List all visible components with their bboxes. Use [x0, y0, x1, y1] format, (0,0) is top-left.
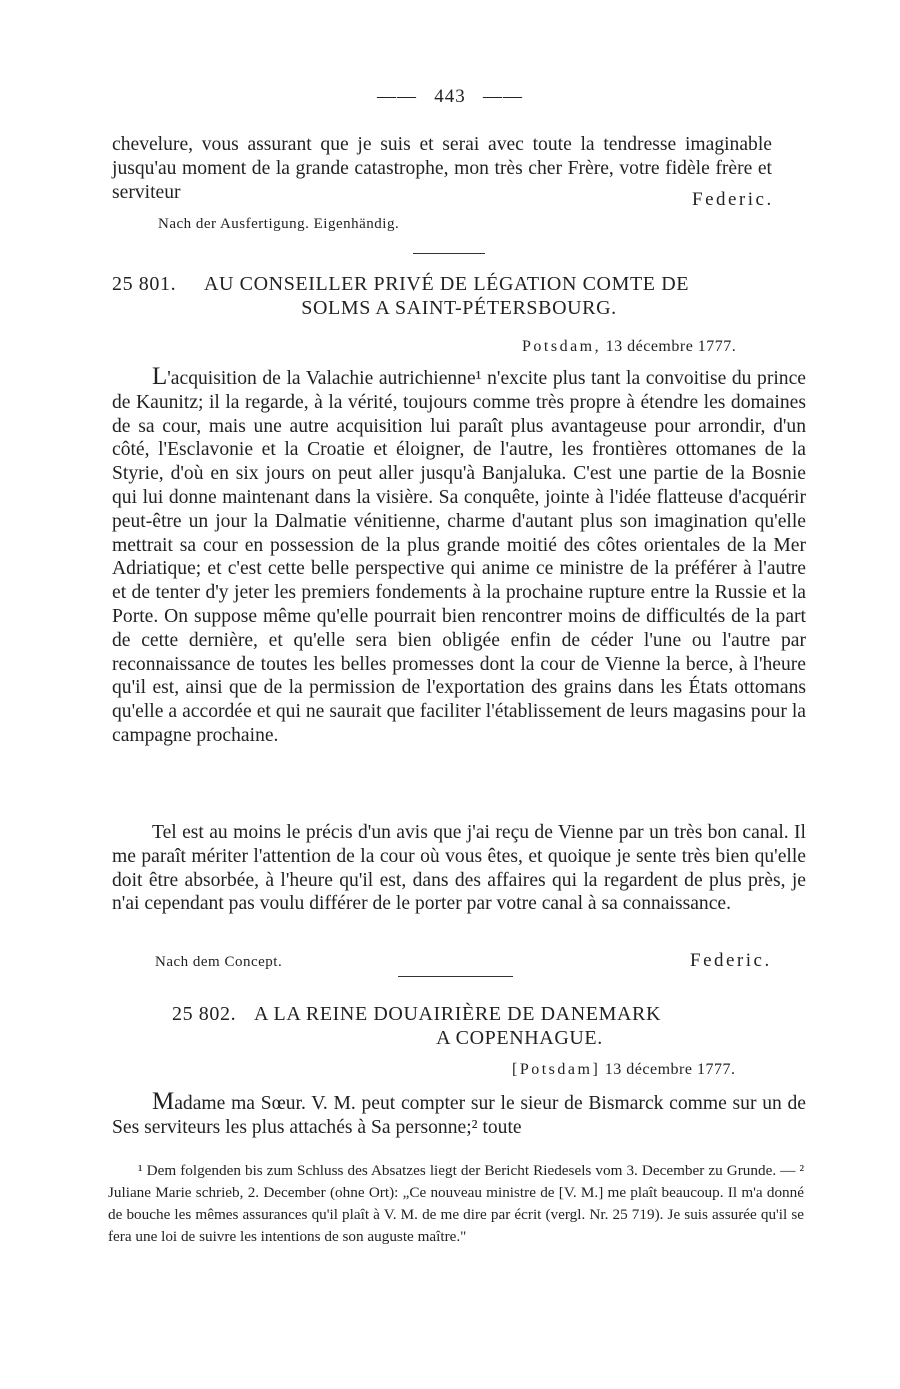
- section-divider: [413, 253, 485, 254]
- letter-title-line-1: AU CONSEILLER PRIVÉ DE LÉGATION COMTE DE: [204, 273, 690, 295]
- letter-25802-paragraph-1: [112, 1090, 806, 1140]
- letter-title-line-2: A COPENHAGUE.: [436, 1027, 603, 1049]
- date: 13 décembre 1777.: [605, 338, 737, 355]
- letter-title-line-2: SOLMS A SAINT-PÉTERSBOURG.: [301, 297, 617, 319]
- place: Potsdam,: [522, 338, 602, 355]
- place: [Potsdam]: [512, 1061, 601, 1078]
- letter-25801-signature: Federic.: [690, 950, 772, 971]
- footnotes: ¹ Dem folgenden bis zum Schluss des Absatzes liegt der Bericht Riedesels vom 3. December zu Grunde. — ² Juliane Marie schrieb, 2. December (ohne Ort): „Ce nouveau ministre de [V. M.] me plaît beaucoup. Il m'a donné de bouche les mêmes assurances qu'il plaît à V. M. de me dire par écrit (vergl. Nr. 25 719). Je suis assurée qu'il se fera une loi de suivre les intentions de son auguste maître.": [108, 1162, 804, 1245]
- section-divider: [398, 976, 513, 977]
- letter-number: 25 802.: [172, 1003, 237, 1025]
- letter-title-line-1: A LA REINE DOUAIRIÈRE DE DANEMARK: [254, 1003, 661, 1025]
- folio-dash-right: ——: [483, 86, 523, 107]
- folio-dash-left: ——: [377, 86, 417, 107]
- letter-number: 25 801.: [112, 273, 177, 295]
- page-number: 443: [434, 86, 466, 107]
- previous-letter-source-note: Nach der Ausfertigung. Eigenhändig.: [158, 216, 400, 232]
- drop-capital: L: [152, 363, 168, 390]
- letter-25802-dateline: [512, 1061, 735, 1079]
- date: 13 décembre 1777.: [604, 1061, 736, 1078]
- letter-25801-source-note: Nach dem Concept.: [155, 954, 283, 970]
- paragraph-text: 'acquisition de la Valachie autrichienne¹ n'excite plus tant la convoitise du prince de Kaunitz; il la regarde, à la vérité, toujours comme très propre à étendre les domaines de sa cour, mais une autre acquisition lui paraît plus avantageuse pour arrondir, d'un côté, l'Esclavonie et la Croatie et éloigner, de l'autre, les frontières ottomanes de la Styrie, d'où en six jours on peut aller jusqu'à Banjaluka. C'est une partie de la Bosnie qui lui donne maintenant dans la visière. Sa conquête, jointe à l'idée flatteuse d'acquérir peut-être un jour la Dalmatie vénitienne, charme d'autant plus son imagination qu'elle mettrait sa cour en possession de la plus grande moitié des côtes orientales de la Mer Adriatique; et c'est cette belle perspective qui anime ce ministre de la préférer à l'autre et de tenter d'y jeter les premiers fondements à la prochaine rupture entre la Russie et la Porte. On suppose même qu'elle pourrait bien rencontrer moins de difficultés de la part de cette dernière, et qu'elle sera bien obligée enfin de céder l'une ou l'autre par reconnaissance de toutes les belles promesses dont la cour de Vienne la berce, à l'heure qu'il est, ainsi que de la permission de l'exportation des grains dans les États ottomans qu'elle a accordée et qui ne saurait que faciliter l'établissement de leurs magasins pour la campagne prochaine.: [112, 368, 806, 746]
- previous-letter-signature: Federic.: [692, 189, 774, 210]
- letter-25801-dateline: [522, 338, 736, 356]
- letter-25801-paragraph-2: Tel est au moins le précis d'un avis que j'ai reçu de Vienne par un très bon canal. Il me paraît mériter l'attention de la cour où vous êtes, et quoique je sente très bien qu'elle doit être absorbée, à l'heure qu'il est, dans des affaires qui la regardent de plus près, je n'ai cependant pas voulu différer de le porter par votre canal à sa connaissance.: [112, 822, 806, 915]
- letter-25801-paragraph-1: [112, 365, 806, 748]
- previous-letter-closing: chevelure, vous assurant que je suis et serai avec toute la tendresse imaginable jusqu'au moment de la grande catastrophe, mon très cher Frère, votre fidèle frère et serviteur: [112, 134, 772, 203]
- page-header: [0, 86, 900, 108]
- drop-capital: M: [152, 1088, 175, 1115]
- paragraph-text: adame ma Sœur. V. M. peut compter sur le sieur de Bismarck comme sur un de Ses serviteurs les plus attachés à Sa personne;² toute: [112, 1093, 806, 1138]
